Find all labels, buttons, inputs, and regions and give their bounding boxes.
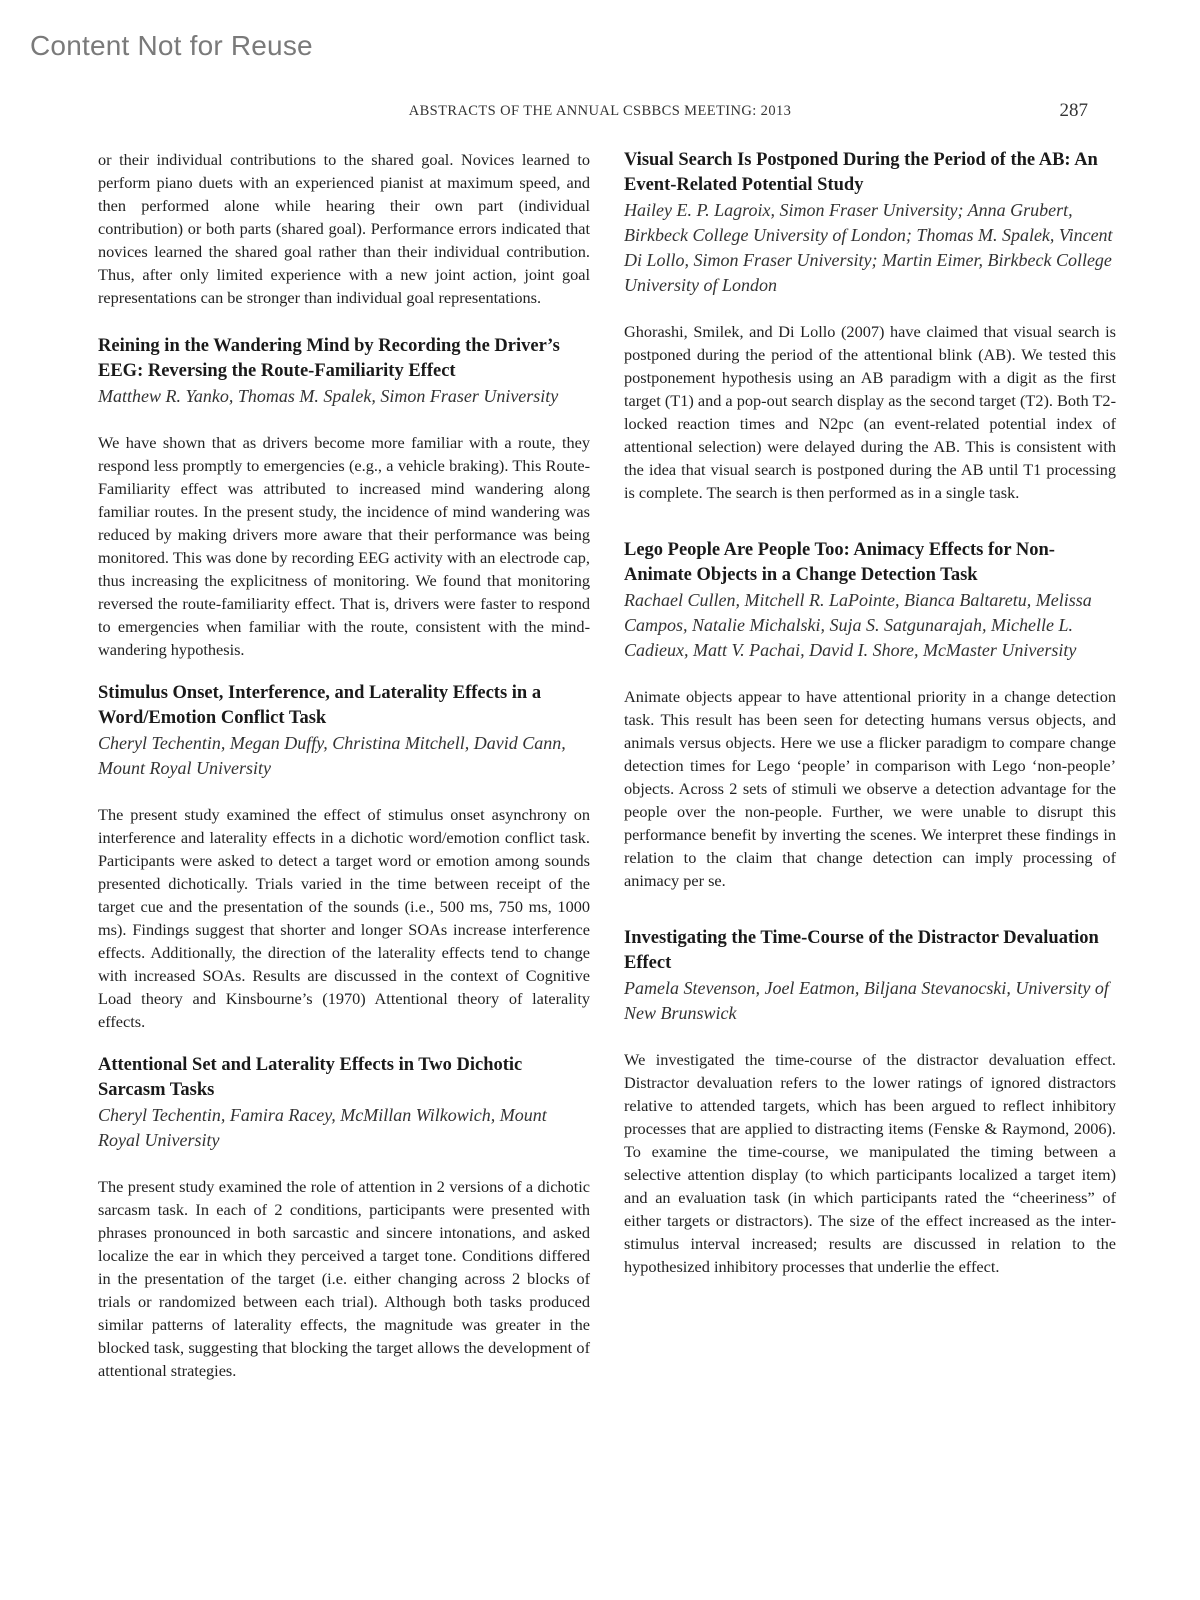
- abstract-body: We investigated the time-course of the distractor devaluation effect. Distractor devaluation refers to the lower ratings of ignored distractors relative to attended targets, which has been argued to reflect inhibitory processes that are applied to distracting items (Fenske & Raymond, 2006). To examine the time-course, we manipulated the timing between a selective attention display (to which participants localized a target item) and an evaluation task (in which participants rated the “cheeriness” of either targets or distractors). The size of the effect increased as the inter-stimulus interval increased; results are discussed in relation to the hypothesized inhibitory processes that underlie the effect.: [624, 1050, 1116, 1276]
- abstract-title: Visual Search Is Postponed During the Period of the AB: An Event-Related Potential Study: [624, 150, 1098, 195]
- abstract-body: Ghorashi, Smilek, and Di Lollo (2007) have claimed that visual search is postponed during the period of the attentional blink (AB). We tested this postponement hypothesis using an AB paradigm with a digit as the first target (T1) and a pop-out search display as the second target (T2). Both T2-locked reaction times and N2pc (an event-related potential index of attentional selection) were delayed during the AB. This is consistent with the idea that visual search is postponed during the AB until T1 processing is complete. The search is then performed as in a single task.: [624, 322, 1116, 502]
- abstract-authors: Matthew R. Yanko, Thomas M. Spalek, Simon Fraser University: [98, 386, 559, 406]
- abstract-authors: Cheryl Techentin, Megan Duffy, Christina Mitchell, David Cann, Mount Royal University: [98, 733, 566, 778]
- abstract: [98, 334, 590, 661]
- watermark: Content Not for Reuse: [30, 30, 313, 61]
- abstract: [624, 148, 1116, 504]
- abstract: [624, 538, 1116, 892]
- abstract-title: Lego People Are People Too: Animacy Effects for Non-Animate Objects in a Change Detection Task: [624, 540, 1055, 585]
- left-column: [98, 148, 590, 1382]
- abstract-authors: Pamela Stevenson, Joel Eatmon, Biljana Stevanocski, University of New Brunswick: [624, 978, 1109, 1023]
- continued-abstract-body: or their individual contributions to the shared goal. Novices learned to perform piano duets with an experienced pianist at maximum speed, and then performed alone while hearing their own part (individual contribution) or both parts (shared goal). Performance errors indicated that novices learned the shared goal rather than their individual contribution. Thus, after only limited experience with a new joint action, joint goal representations can be stronger than individual goal representations.: [98, 150, 590, 307]
- abstract: [98, 1053, 590, 1382]
- abstract-title: Reining in the Wandering Mind by Recording the Driver’s EEG: Reversing the Route-Familiarity Effect: [98, 336, 560, 381]
- abstract-authors: Rachael Cullen, Mitchell R. LaPointe, Bianca Baltaretu, Melissa Campos, Natalie Michalski, Suja S. Satgunarajah, Michelle L. Cadieux, Matt V. Pachai, David I. Shore, McMaster University: [624, 590, 1092, 660]
- abstract-authors: Cheryl Techentin, Famira Racey, McMillan Wilkowich, Mount Royal University: [98, 1105, 547, 1150]
- page-number: 287: [1059, 100, 1088, 121]
- abstract-title: Attentional Set and Laterality Effects in Two Dichotic Sarcasm Tasks: [98, 1055, 523, 1100]
- abstract-title: Investigating the Time-Course of the Distractor Devaluation Effect: [624, 928, 1099, 973]
- abstract: [624, 926, 1116, 1278]
- right-column: [624, 148, 1116, 1278]
- running-head: ABSTRACTS OF THE ANNUAL CSBBCS MEETING: 2013: [408, 103, 792, 119]
- abstract-body: Animate objects appear to have attentional priority in a change detection task. This result has been seen for detecting humans versus objects, and animals versus objects. Here we use a flicker paradigm to compare change detection times for Lego ‘people’ in comparison with Lego ‘non-people’ objects. Across 2 sets of stimuli we observe a detection advantage for the people over the non-people. Further, we were unable to disrupt this performance benefit by inverting the scenes. We interpret these findings in relation to the claim that change detection can imply processing of animacy per se.: [624, 687, 1116, 890]
- abstract-body: The present study examined the role of attention in 2 versions of a dichotic sarcasm task. In each of 2 conditions, participants were presented with phrases pronounced in both sarcastic and sincere intonations, and asked localize the ear in which they perceived a target tone. Conditions differed in the presentation of the target (i.e. either changing across 2 blocks of trials or randomized between each trial). Although both tasks produced similar patterns of laterality effects, the magnitude was greater in the blocked task, suggesting that blocking the target allows the development of attentional strategies.: [98, 1177, 590, 1380]
- abstract-title: Stimulus Onset, Interference, and Laterality Effects in a Word/Emotion Conflict Task: [98, 683, 542, 728]
- abstract: [98, 681, 590, 1033]
- abstract-body: We have shown that as drivers become more familiar with a route, they respond less promptly to emergencies (e.g., a vehicle braking). This Route-Familiarity effect was attributed to increased mind wandering along familiar routes. In the present study, the incidence of mind wandering was reduced by making drivers more aware that their performance was being monitored. This was done by recording EEG activity with an electrode cap, thus increasing the explicitness of monitoring. We found that monitoring reversed the route-familiarity effect. That is, drivers were faster to respond to emergencies when familiar with the route, consistent with the mind-wandering hypothesis.: [98, 433, 590, 659]
- abstract-authors: Hailey E. P. Lagroix, Simon Fraser University; Anna Grubert, Birkbeck College University of London; Thomas M. Spalek, Vincent Di Lollo, Simon Fraser University; Martin Eimer, Birkbeck College University of London: [624, 200, 1113, 295]
- abstract-body: The present study examined the effect of stimulus onset asynchrony on interference and laterality effects in a dichotic word/emotion conflict task. Participants were asked to detect a target word or emotion among sounds presented dichotically. Trials varied in the time between receipt of the target cue and the presentation of the sounds (i.e., 500 ms, 750 ms, 1000 ms). Findings suggest that shorter and longer SOAs increase interference effects. Additionally, the direction of the laterality effects tend to change with increased SOAs. Results are discussed in the context of Cognitive Load theory and Kinsbourne’s (1970) Attentional theory of laterality effects.: [98, 805, 590, 1031]
